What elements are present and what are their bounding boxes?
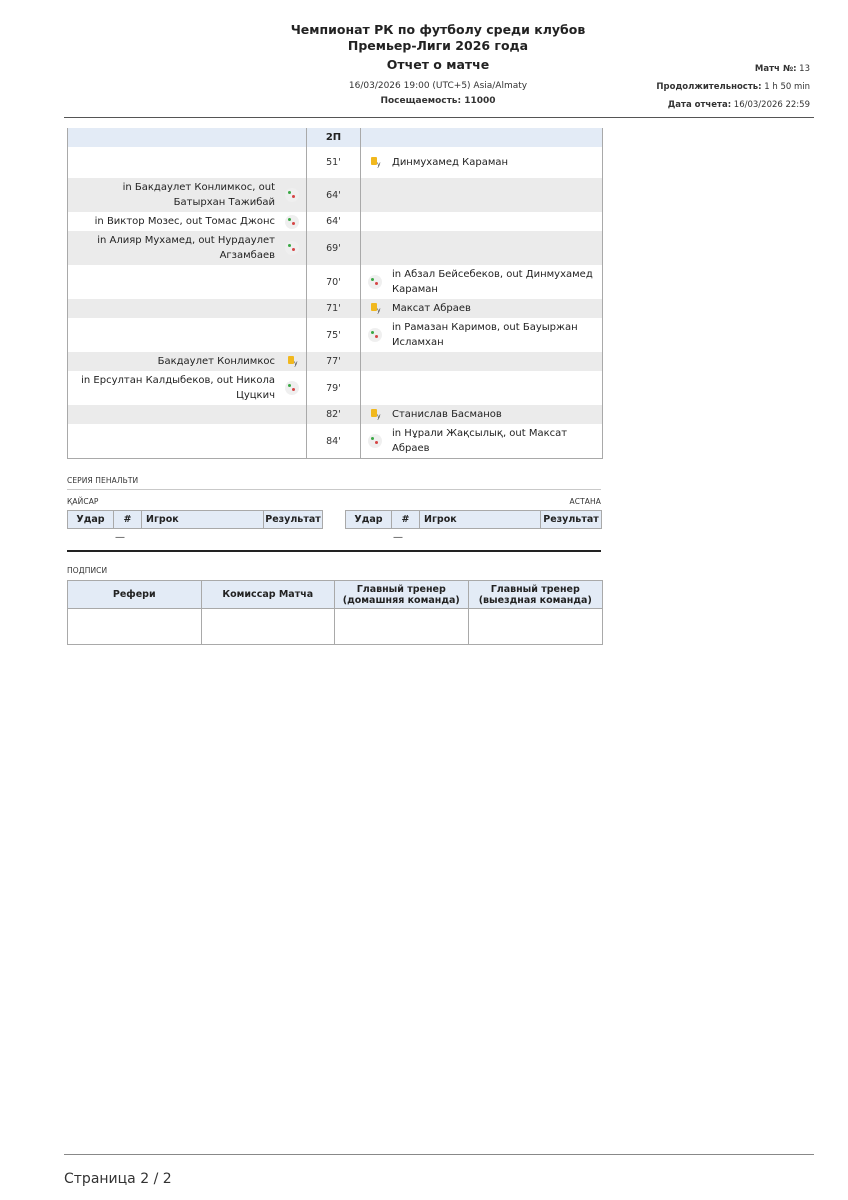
col-player: Игрок	[142, 511, 264, 528]
home-coach-header	[335, 581, 469, 609]
substitution-icon	[285, 381, 299, 395]
col-number: #	[114, 511, 142, 528]
away-coach-header	[469, 581, 603, 609]
home-coach-line2: (домашняя команда)	[342, 594, 460, 606]
duration-label: Продолжительность:	[656, 82, 762, 92]
away-event-cell	[361, 352, 602, 371]
page-number: Страница 2 / 2	[64, 1171, 172, 1187]
match-number	[755, 64, 810, 74]
referee-signature-cell	[68, 609, 202, 644]
away-event-cell	[361, 212, 602, 231]
event-row	[68, 371, 602, 405]
home-coach-line1: Главный тренер	[356, 583, 446, 595]
away-event-cell	[361, 371, 602, 405]
home-event-text: Бакдаулет Конлимкос	[157, 356, 275, 367]
home-event-cell	[68, 424, 307, 458]
yellow-card-icon	[368, 302, 382, 316]
away-event-text: in Нұрали Жақсылық, out Максат Абраев	[392, 428, 568, 454]
home-event-text: in Виктор Мозес, out Томас Джонс	[94, 216, 275, 227]
away-coach-line1: Главный тренер	[490, 583, 580, 595]
substitution-icon	[285, 188, 299, 202]
home-event-cell	[68, 265, 307, 299]
event-minute: 71'	[307, 299, 361, 318]
penalty-away-table-header	[345, 510, 602, 529]
col-player: Игрок	[420, 511, 541, 528]
match-number-label: Матч №:	[754, 64, 797, 74]
away-coach-signature-cell	[469, 609, 603, 644]
event-row	[68, 405, 602, 424]
penalty-home-table-header	[67, 510, 323, 529]
col-result: Результат	[543, 514, 599, 525]
home-event-cell	[68, 352, 307, 371]
report-date-label: Дата отчета:	[667, 100, 732, 110]
away-event-text: Максат Абраев	[392, 303, 471, 314]
away-event-cell	[361, 231, 602, 265]
event-minute: 77'	[307, 352, 361, 371]
signatures-section-label: ПОДПИСИ	[67, 566, 108, 575]
away-event-cell	[361, 299, 602, 318]
report-date-value: 16/03/2026 22:59	[733, 100, 810, 110]
event-rows	[68, 147, 602, 458]
event-minute: 64'	[307, 178, 361, 212]
match-events-table	[67, 128, 603, 459]
away-event-text: Динмухамед Караман	[392, 157, 509, 168]
penalty-section-end-rule	[67, 550, 601, 552]
away-event-text: Станислав Басманов	[392, 409, 502, 420]
yellow-card-icon	[285, 355, 299, 369]
home-column-header	[68, 128, 307, 147]
commissioner-header: Комиссар Матча	[202, 581, 336, 609]
col-kick: Удар	[346, 511, 392, 528]
event-minute: 79'	[307, 371, 361, 405]
home-event-cell	[68, 231, 307, 265]
half-label: 2П	[307, 128, 361, 147]
away-column-header	[361, 128, 602, 147]
signatures-table	[67, 580, 603, 645]
league-title: Премьер-Лиги 2026 года	[347, 38, 529, 53]
match-duration	[656, 82, 810, 92]
match-datetime: 16/03/2026 19:00 (UTC+5) Asia/Almaty	[348, 81, 528, 91]
yellow-card-icon	[368, 156, 382, 170]
event-row	[68, 318, 602, 352]
event-row	[68, 424, 602, 458]
event-minute: 82'	[307, 405, 361, 424]
duration-value: 1 h 50 min	[764, 82, 810, 92]
away-event-cell	[361, 147, 602, 178]
home-event-cell	[68, 371, 307, 405]
commissioner-signature-cell	[202, 609, 336, 644]
event-row	[68, 265, 602, 299]
event-minute: 51'	[307, 147, 361, 178]
report-title: Отчет о матче	[386, 57, 490, 72]
penalty-away-empty: —	[393, 532, 403, 543]
event-minute: 70'	[307, 265, 361, 299]
event-minute: 84'	[307, 424, 361, 458]
substitution-icon	[368, 328, 382, 342]
home-event-text: in Бакдаулет Конлимкос, out Батырхан Тажибай	[122, 182, 275, 208]
events-header-row	[68, 128, 602, 147]
home-event-text: in Алияр Мухамед, out Нурдаулет Агзамбаев	[97, 235, 275, 261]
event-minute: 69'	[307, 231, 361, 265]
attendance: Посещаемость: 11000	[380, 96, 496, 106]
penalty-home-empty: —	[115, 532, 125, 543]
substitution-icon	[368, 275, 382, 289]
event-row	[68, 231, 602, 265]
substitution-icon	[285, 241, 299, 255]
home-coach-signature-cell	[335, 609, 469, 644]
away-event-text: in Рамазан Каримов, out Бауыржан Исламхан	[392, 322, 578, 348]
event-row	[68, 212, 602, 231]
event-row	[68, 299, 602, 318]
championship-title: Чемпионат РК по футболу среди клубов	[290, 22, 586, 37]
home-event-cell	[68, 405, 307, 424]
substitution-icon	[285, 215, 299, 229]
home-event-cell	[68, 147, 307, 178]
away-event-cell	[361, 265, 602, 299]
penalty-section-rule	[67, 489, 601, 490]
substitution-icon	[368, 434, 382, 448]
away-event-text: in Абзал Бейсебеков, out Динмухамед Караман	[392, 269, 593, 295]
away-coach-line2: (выездная команда)	[478, 594, 592, 606]
away-event-cell	[361, 178, 602, 212]
yellow-card-icon	[368, 408, 382, 422]
home-event-cell	[68, 178, 307, 212]
col-result: Результат	[265, 514, 321, 525]
event-minute: 75'	[307, 318, 361, 352]
event-minute: 64'	[307, 212, 361, 231]
home-event-text: in Ерсултан Калдыбеков, out Никола Цуцкич	[81, 375, 275, 401]
away-event-cell	[361, 405, 602, 424]
footer-divider	[64, 1154, 814, 1155]
penalty-away-team: АСТАНА	[569, 497, 601, 506]
penalty-home-team: ҚАЙСАР	[67, 497, 99, 506]
away-event-cell	[361, 318, 602, 352]
col-number: #	[392, 511, 420, 528]
event-row	[68, 147, 602, 178]
home-event-cell	[68, 212, 307, 231]
col-kick: Удар	[68, 511, 114, 528]
home-event-cell	[68, 318, 307, 352]
home-event-cell	[68, 299, 307, 318]
header-divider	[64, 117, 814, 118]
penalty-section-label: СЕРИЯ ПЕНАЛЬТИ	[67, 476, 139, 485]
match-number-value: 13	[799, 64, 810, 74]
away-event-cell	[361, 424, 602, 458]
report-date	[668, 100, 810, 110]
event-row	[68, 352, 602, 371]
referee-header: Рефери	[68, 581, 202, 609]
event-row	[68, 178, 602, 212]
